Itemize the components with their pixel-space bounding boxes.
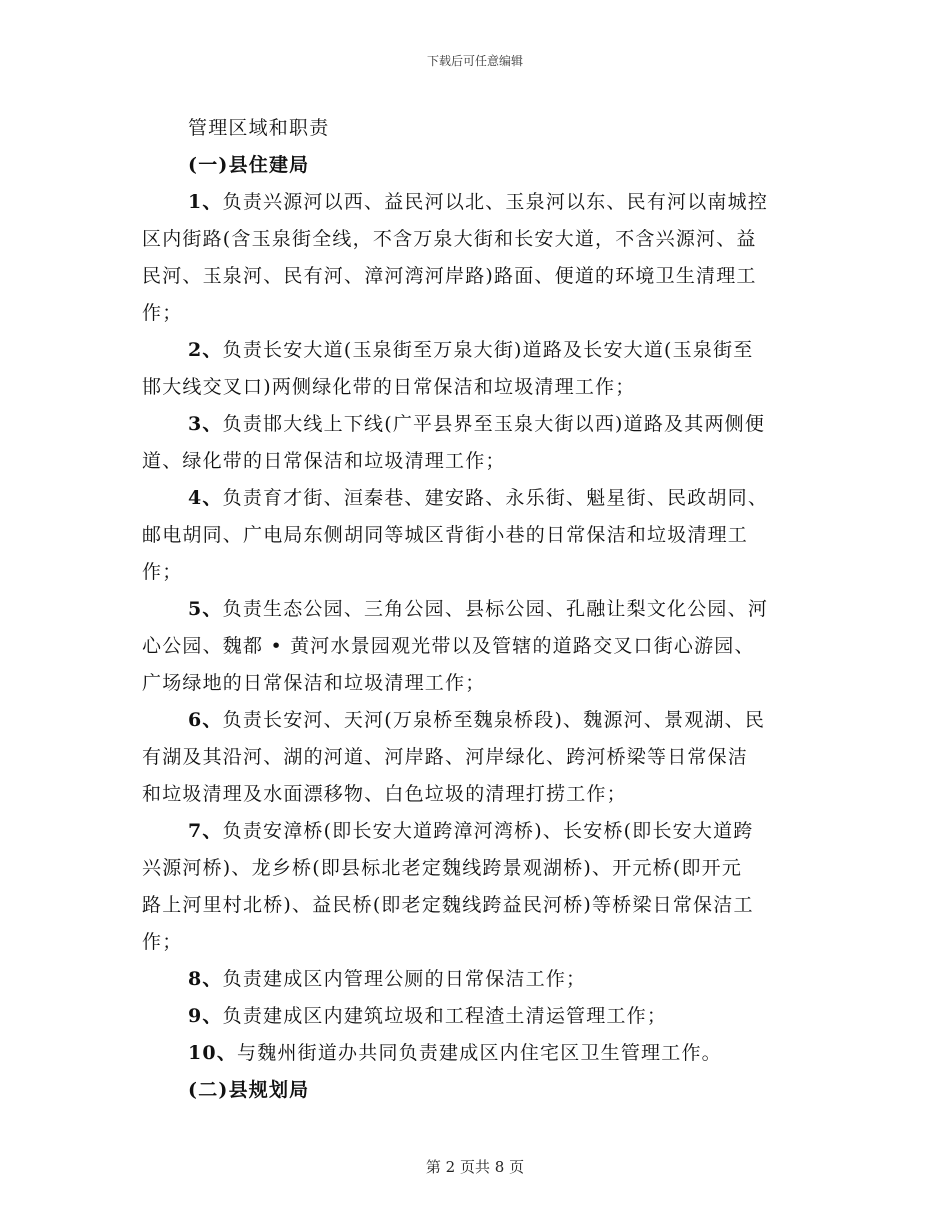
duty-item-line bbox=[142, 665, 808, 702]
duty-item-number: 6、 bbox=[188, 709, 223, 731]
duty-item-text: 和垃圾清理及水面漂移物、白色垃圾的清理打捞工作； bbox=[142, 783, 627, 805]
duty-item-number: 10、 bbox=[188, 1042, 238, 1064]
duty-list bbox=[142, 184, 808, 1072]
duty-item-line bbox=[142, 406, 808, 443]
duty-item bbox=[142, 961, 808, 998]
duty-item-text: 作； bbox=[142, 302, 183, 324]
section-title: 管理区域和职责 bbox=[188, 117, 330, 139]
duty-item-text: 民河、玉泉河、民有河、漳河湾河岸路)路面、便道的环境卫生清理工 bbox=[142, 265, 757, 287]
duty-item-text: 区内街路(含玉泉街全线，不含万泉大街和长安大道，不含兴源河、益 bbox=[142, 228, 757, 250]
duty-item-text: 负责生态公园、三角公园、县标公园、孔融让梨文化公园、河 bbox=[222, 598, 769, 620]
duty-item-line bbox=[142, 739, 808, 776]
heading-county-housing-bureau: (一)县住建局 bbox=[188, 154, 310, 176]
duty-item-text: 负责长安河、天河(万泉桥至魏泉桥段)、魏源河、景观湖、民 bbox=[222, 709, 766, 731]
duty-item-text: 与魏州街道办共同负责建成区内住宅区卫生管理工作。 bbox=[237, 1042, 722, 1064]
duty-item bbox=[142, 998, 808, 1035]
duty-item-text: 广场绿地的日常保洁和垃圾清理工作； bbox=[142, 672, 486, 694]
duty-item-text: 兴源河桥)、龙乡桥(即县标北老定魏线跨景观湖桥)、开元桥(即开元 bbox=[142, 857, 743, 879]
duty-item-text: 邮电胡同、广电局东侧胡同等城区背街小巷的日常保洁和垃圾清理工 bbox=[142, 524, 749, 546]
duty-item-text: 作； bbox=[142, 931, 183, 953]
duty-item-line bbox=[142, 295, 808, 332]
duty-item-number: 5、 bbox=[188, 598, 223, 620]
duty-item-text: 路上河里村北桥)、益民桥(即老定魏线跨益民河桥)等桥梁日常保洁工 bbox=[142, 894, 754, 916]
duty-item-text: 负责兴源河以西、益民河以北、玉泉河以东、民有河以南城控 bbox=[222, 191, 769, 213]
document-body bbox=[142, 110, 808, 1109]
duty-item-text: 心公园、魏都 • 黄河水景园观光带以及管辖的道路交叉口街心游园、 bbox=[142, 635, 755, 657]
duty-item bbox=[142, 406, 808, 480]
duty-item-number: 1、 bbox=[188, 191, 223, 213]
duty-item-text: 有湖及其沿河、湖的河道、河岸路、河岸绿化、跨河桥梁等日常保洁 bbox=[142, 746, 749, 768]
duty-item-line bbox=[142, 628, 808, 665]
duty-item-line bbox=[142, 221, 808, 258]
duty-item bbox=[142, 332, 808, 406]
duty-item bbox=[142, 1035, 808, 1072]
duty-item-line bbox=[142, 184, 808, 221]
duty-item-line bbox=[142, 517, 808, 554]
duty-item-text: 作； bbox=[142, 561, 183, 583]
duty-item-text: 邯大线交叉口)两侧绿化带的日常保洁和垃圾清理工作； bbox=[142, 376, 636, 398]
duty-item-number: 7、 bbox=[188, 820, 223, 842]
duty-item-line bbox=[142, 702, 808, 739]
duty-item-line bbox=[142, 924, 808, 961]
duty-item-line bbox=[142, 1035, 808, 1072]
duty-item-line bbox=[142, 258, 808, 295]
duty-item-number: 4、 bbox=[188, 487, 223, 509]
duty-item bbox=[142, 184, 808, 332]
duty-item bbox=[142, 591, 808, 702]
duty-item-text: 负责育才街、洹秦巷、建安路、永乐街、魁星街、民政胡同、 bbox=[222, 487, 769, 509]
duty-item-text: 负责安漳桥(即长安大道跨漳河湾桥)、长安桥(即长安大道跨 bbox=[222, 820, 754, 842]
duty-item-line bbox=[142, 554, 808, 591]
duty-item-line bbox=[142, 369, 808, 406]
duty-item-number: 2、 bbox=[188, 339, 223, 361]
duty-item-text: 道、绿化带的日常保洁和垃圾清理工作； bbox=[142, 450, 506, 472]
duty-item-line bbox=[142, 332, 808, 369]
duty-item-number: 9、 bbox=[188, 1005, 223, 1027]
duty-item-number: 3、 bbox=[188, 413, 223, 435]
duty-item bbox=[142, 480, 808, 591]
duty-item bbox=[142, 702, 808, 813]
duty-item-line bbox=[142, 813, 808, 850]
duty-item-line bbox=[142, 887, 808, 924]
duty-item-line bbox=[142, 776, 808, 813]
duty-item-text: 负责长安大道(玉泉街至万泉大街)道路及长安大道(玉泉街至 bbox=[222, 339, 754, 361]
duty-item-text: 负责建成区内建筑垃圾和工程渣土清运管理工作； bbox=[222, 1005, 668, 1027]
duty-item bbox=[142, 813, 808, 961]
duty-item-line bbox=[142, 591, 808, 628]
duty-item-number: 8、 bbox=[188, 968, 223, 990]
page-footer: 第 2 页共 8 页 bbox=[425, 1158, 525, 1176]
duty-item-line bbox=[142, 480, 808, 517]
duty-item-text: 负责邯大线上下线(广平县界至玉泉大街以西)道路及其两侧便 bbox=[222, 413, 766, 435]
page-header: 下载后可任意编辑 bbox=[426, 54, 523, 68]
duty-item-line bbox=[142, 443, 808, 480]
duty-item-line bbox=[142, 961, 808, 998]
duty-item-text: 负责建成区内管理公厕的日常保洁工作； bbox=[222, 968, 587, 990]
heading-county-planning-bureau: (二)县规划局 bbox=[188, 1079, 310, 1101]
duty-item-line bbox=[142, 998, 808, 1035]
duty-item-line bbox=[142, 850, 808, 887]
